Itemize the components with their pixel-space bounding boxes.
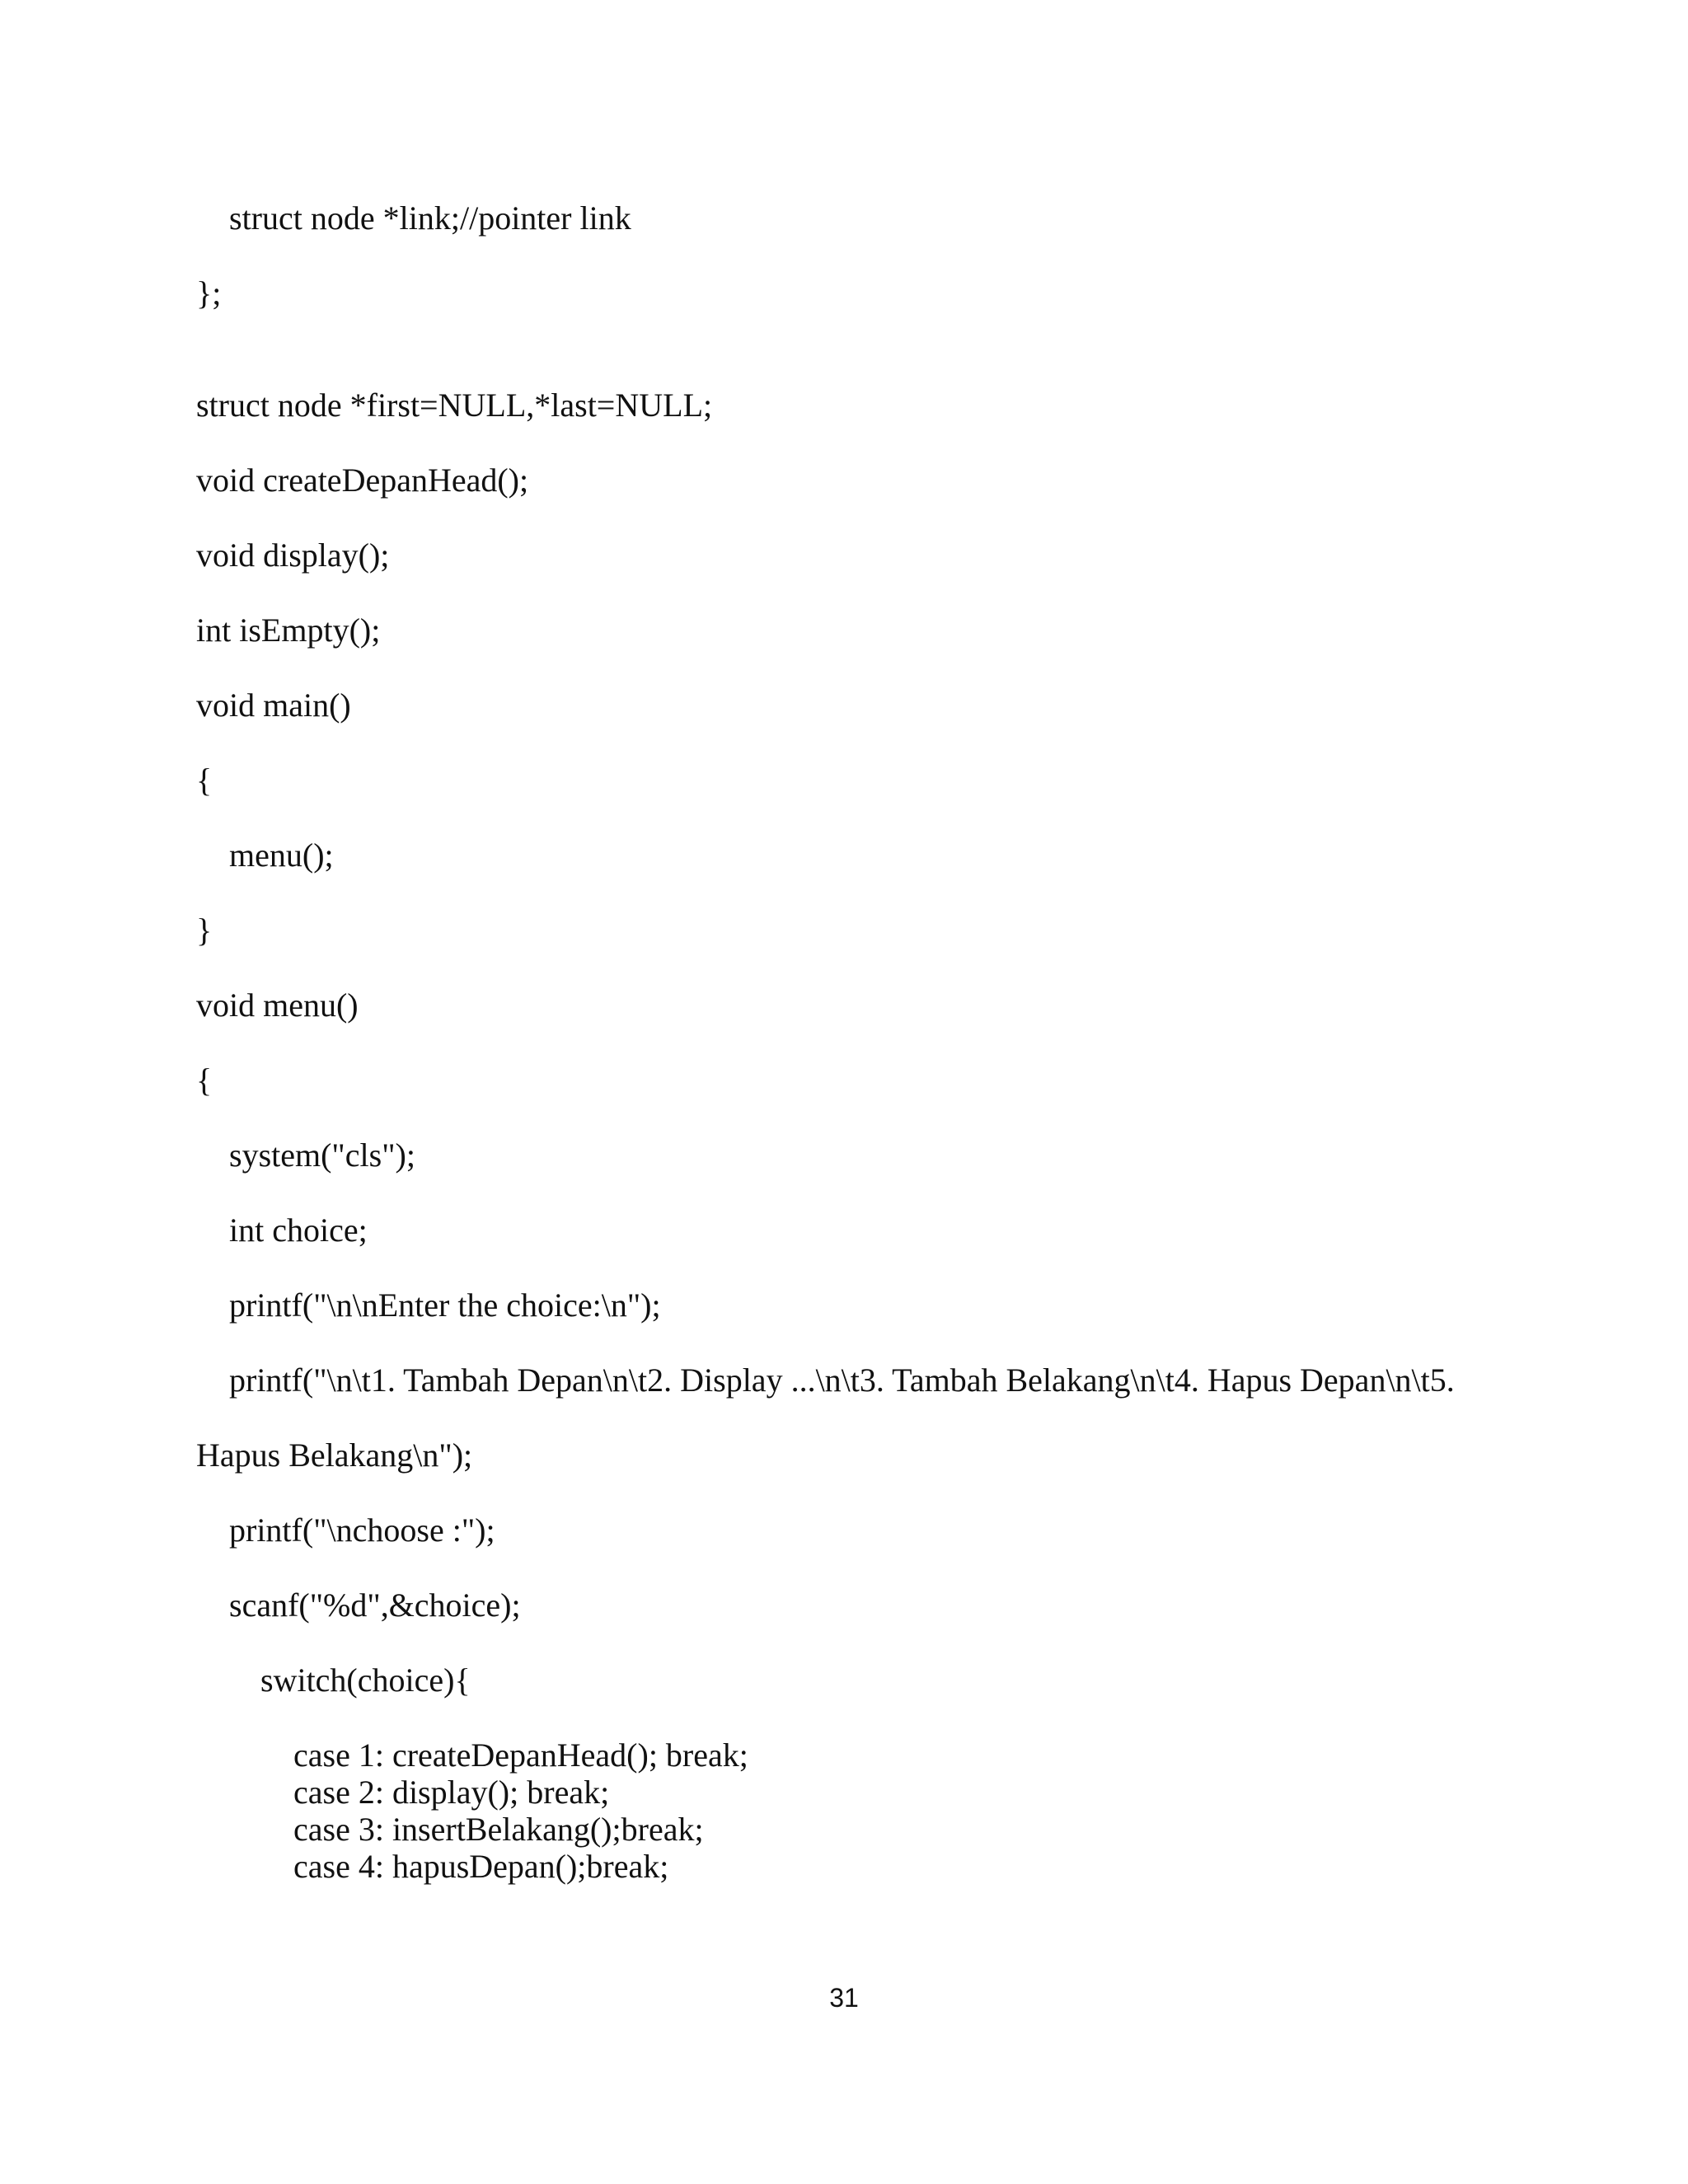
code-line: void display();	[196, 537, 390, 574]
code-line: void createDepanHead();	[196, 462, 529, 499]
page-number: 31	[829, 1983, 859, 2013]
code-line: printf("\n\nEnter the choice:\n");	[229, 1286, 661, 1324]
code-line: int isEmpty();	[196, 612, 381, 649]
code-line: int choice;	[229, 1212, 368, 1249]
code-line: scanf("%d",&choice);	[229, 1586, 521, 1624]
code-line: menu();	[229, 837, 334, 874]
code-line: case 4: hapusDepan();break;	[293, 1848, 669, 1885]
code-line: case 1: createDepanHead(); break;	[293, 1736, 748, 1774]
code-line: printf("\nchoose :");	[229, 1511, 495, 1549]
code-line: printf("\n\t1. Tambah Depan\n\t2. Display ...\n\t3. Tambah Belakang\n\t4. Hapus Depan\n\t5.	[229, 1361, 1455, 1399]
code-line: system("cls");	[229, 1137, 415, 1174]
code-line: case 3: insertBelakang();break;	[293, 1811, 704, 1848]
code-line: void menu()	[196, 987, 359, 1024]
code-line: struct node *link;//pointer link	[229, 199, 631, 237]
code-line: Hapus Belakang\n");	[196, 1436, 473, 1474]
code-line: }	[196, 912, 213, 949]
code-line: {	[196, 1062, 213, 1099]
code-line: {	[196, 762, 213, 799]
code-line: switch(choice){	[260, 1661, 471, 1699]
code-line: struct node *first=NULL,*last=NULL;	[196, 387, 713, 424]
code-line: case 2: display(); break;	[293, 1774, 610, 1811]
code-line: };	[196, 274, 222, 312]
code-line: void main()	[196, 687, 351, 724]
